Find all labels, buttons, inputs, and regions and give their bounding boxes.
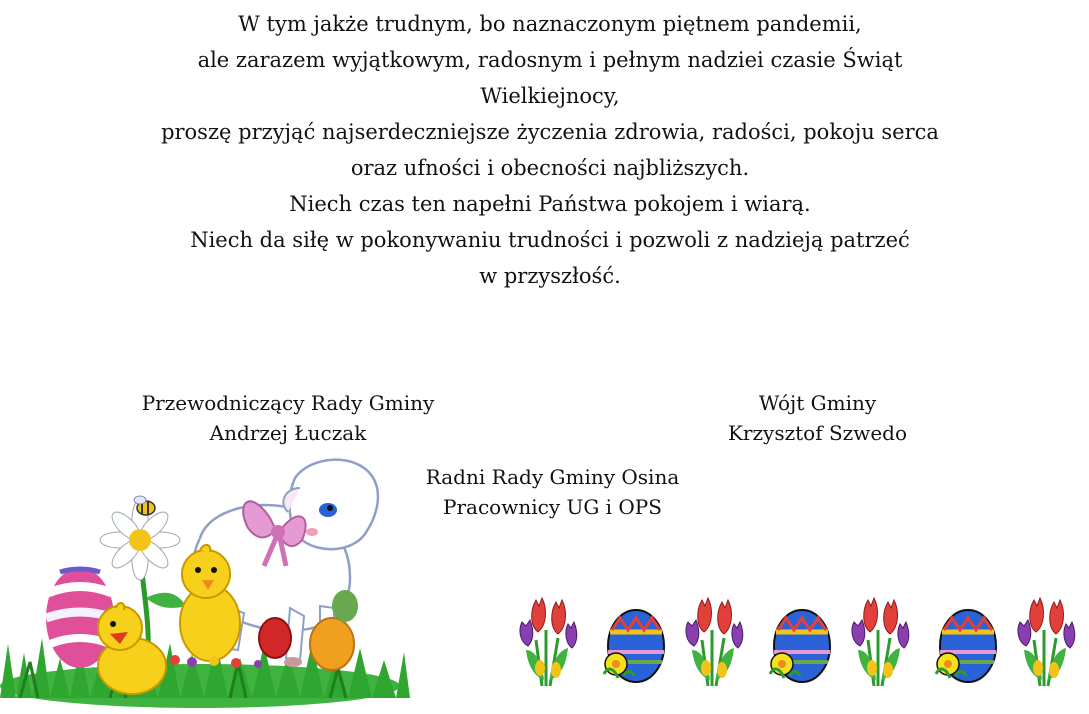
greeting-line: ale zarazem wyjątkowym, radosnym i pełnym nadziei czasie Świąt [197,48,903,72]
chick-icon [98,603,166,694]
greeting-line: Niech da siłę w pokonywaniu trudności i pozwoli z nadzieją patrzeć [190,228,910,252]
easter-egg-flower-icon [770,610,830,682]
greeting-line: Niech czas ten napełni Państwa pokojem i wiarą. [289,192,811,216]
tulip-bouquet-icon [852,598,909,686]
tulip-bouquet-icon [520,598,577,686]
signature-line: Radni Rady Gminy Osina [425,465,680,489]
greeting-text [0,6,1089,294]
signature-mayor [700,388,935,448]
greeting-line: w przyszłość. [479,264,621,288]
signature-name: Krzysztof Szwedo [727,421,907,445]
easter-border-row [512,590,1089,690]
easter-egg-flower-icon [604,610,664,682]
signature-name: Andrzej Łuczak [209,421,367,445]
easter-egg-flower-icon [936,610,996,682]
greeting-line: W tym jakże trudnym, bo naznaczonym piętnem pandemii, [238,12,862,36]
signature-line: Pracownicy UG i OPS [443,495,662,519]
signature-council-staff [400,462,705,522]
signature-title: Przewodniczący Rady Gminy [141,391,435,415]
greeting-line: oraz ufności i obecności najbliższych. [350,156,750,180]
greeting-line: proszę przyjąć najserdeczniejsze życzenia zdrowia, radości, pokoju serca [161,120,939,144]
tulip-bouquet-icon [686,598,743,686]
greeting-line: Wielkiejnocy, [480,84,620,108]
tulip-bouquet-icon [1018,598,1075,686]
signature-title: Wójt Gminy [758,391,877,415]
easter-scene-icon [0,448,410,714]
signature-council-chair [115,388,461,448]
